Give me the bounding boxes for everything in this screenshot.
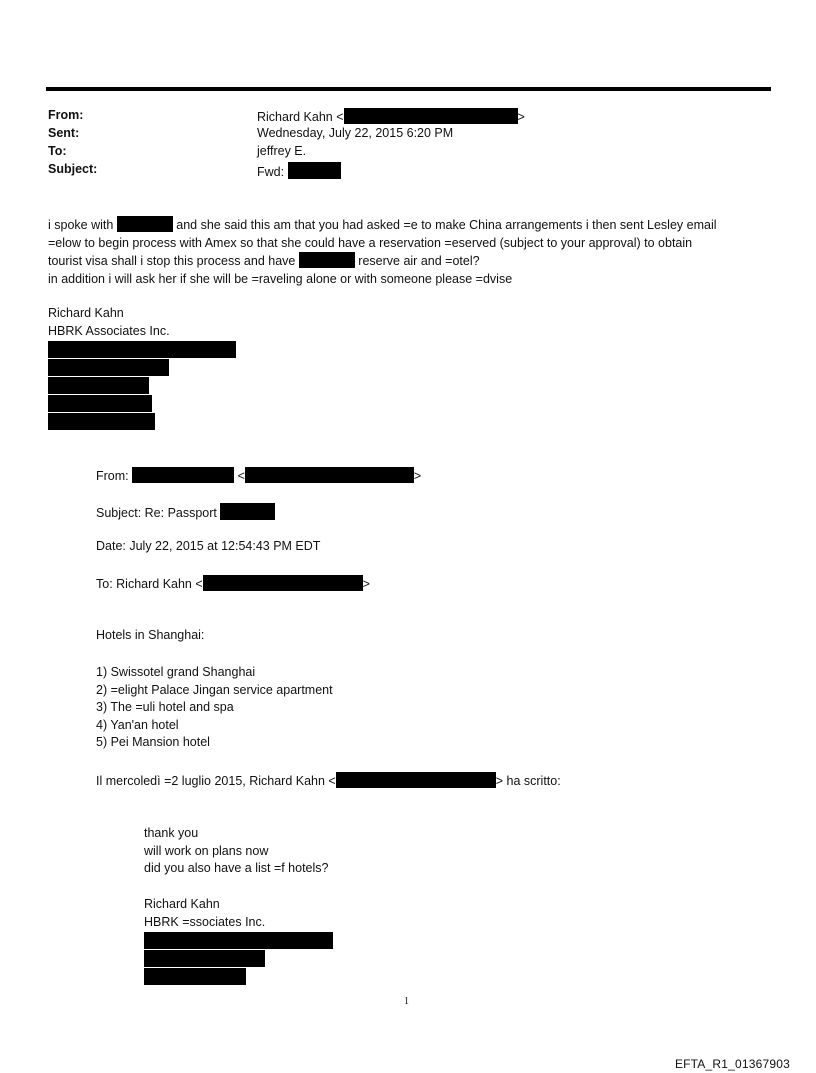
subject-label: Subject: bbox=[48, 162, 98, 176]
redaction-signature-4 bbox=[48, 395, 152, 412]
body-line-1 bbox=[48, 216, 717, 235]
fwd-from-line bbox=[96, 467, 421, 483]
body-line-1b: and she said this am that you had asked =e to make China arrangements i then sent Lesley email bbox=[172, 218, 717, 232]
redaction-signature-1 bbox=[48, 341, 236, 358]
list-item: 4) Yan'an hotel bbox=[96, 717, 179, 732]
subject-text: Fwd: bbox=[257, 165, 285, 179]
redaction-wrote-email bbox=[336, 772, 496, 788]
fwd-to-line bbox=[96, 575, 370, 591]
body-line-3b: reserve air and =otel? bbox=[354, 254, 480, 268]
fwd-from-label: From: bbox=[96, 469, 133, 483]
page-number: 1 bbox=[404, 996, 409, 1007]
fwd-to-text: To: Richard Kahn < bbox=[96, 577, 203, 591]
list-item: 5) Pei Mansion hotel bbox=[96, 735, 210, 749]
from-label: From: bbox=[48, 108, 84, 122]
subject-value bbox=[257, 162, 341, 179]
redaction-body-name-2 bbox=[299, 252, 355, 268]
hotels-list bbox=[96, 664, 333, 752]
redaction-signature-3 bbox=[48, 377, 149, 394]
redaction-fwd-from-name bbox=[132, 467, 234, 483]
quoted-line-1: thank you bbox=[144, 826, 199, 840]
wrote-line-b: > ha scritto: bbox=[495, 774, 561, 788]
redaction-fwd-subject bbox=[220, 503, 275, 520]
redaction-quoted-signature-3 bbox=[144, 968, 246, 985]
fwd-date-line: Date: July 22, 2015 at 12:54:43 PM EDT bbox=[96, 539, 321, 553]
body-line-4: in addition i will ask her if she will be =raveling alone or with someone please =dvise bbox=[48, 271, 513, 286]
to-label: To: bbox=[48, 144, 67, 158]
sent-label: Sent: bbox=[48, 126, 80, 140]
quoted-signature-company: HBRK =ssociates Inc. bbox=[144, 915, 266, 929]
quoted-line-3: did you also have a list =f hotels? bbox=[144, 861, 329, 875]
fwd-to-gt: > bbox=[362, 577, 370, 591]
redaction-from-email bbox=[344, 108, 518, 124]
body-line-3a: tourist visa shall i stop this process and have bbox=[48, 254, 299, 268]
hotels-heading: Hotels in Shanghai: bbox=[96, 628, 205, 642]
fwd-from-lt: < bbox=[234, 469, 245, 483]
signature-name: Richard Kahn bbox=[48, 306, 124, 320]
body-line-1a: i spoke with bbox=[48, 218, 117, 232]
quoted-line-2: will work on plans now bbox=[144, 843, 269, 858]
redaction-body-name bbox=[117, 216, 173, 232]
to-value: jeffrey E. bbox=[257, 144, 307, 158]
redaction-signature-5 bbox=[48, 413, 155, 430]
wrote-line-a: Il mercoledì =2 luglio 2015, Richard Kahn < bbox=[96, 774, 336, 788]
message-body bbox=[48, 216, 717, 288]
redaction-signature-2 bbox=[48, 359, 169, 376]
list-item: 1) Swissotel grand Shanghai bbox=[96, 665, 256, 679]
redaction-subject bbox=[288, 162, 341, 179]
quoted-signature-name: Richard Kahn bbox=[144, 897, 220, 911]
sent-value: Wednesday, July 22, 2015 6:20 PM bbox=[257, 126, 454, 140]
body-line-3 bbox=[48, 252, 717, 271]
redaction-fwd-from-email bbox=[245, 467, 414, 483]
wrote-line bbox=[96, 772, 561, 788]
signature-company: HBRK Associates Inc. bbox=[48, 324, 170, 338]
from-value-end: > bbox=[517, 110, 525, 124]
from-value bbox=[257, 108, 525, 124]
fwd-subject-line bbox=[96, 503, 275, 520]
list-item: 2) =elight Palace Jingan service apartment bbox=[96, 682, 333, 697]
redaction-quoted-signature-2 bbox=[144, 950, 265, 967]
list-item: 3) The =uli hotel and spa bbox=[96, 700, 234, 714]
fwd-subject-text: Subject: Re: Passport bbox=[96, 506, 221, 520]
bates-number: EFTA_R1_01367903 bbox=[674, 1057, 790, 1071]
redaction-fwd-to-email bbox=[203, 575, 363, 591]
quoted-message bbox=[144, 825, 329, 878]
header-rule bbox=[46, 87, 771, 91]
from-name: Richard Kahn < bbox=[257, 110, 344, 124]
body-line-2: =elow to begin process with Amex so that she could have a reservation =eserved (subject to your approval) to obtain bbox=[48, 235, 693, 250]
redaction-quoted-signature-1 bbox=[144, 932, 333, 949]
fwd-from-gt: > bbox=[413, 469, 422, 483]
